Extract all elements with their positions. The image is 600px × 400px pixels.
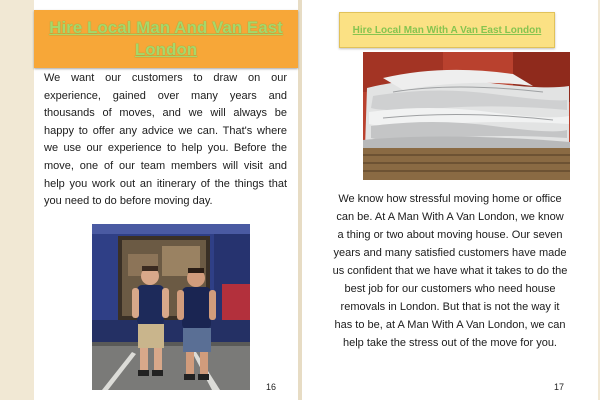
right-body-text: We know how stressful moving home or office can be. At A Man With A Van London, we know a thing or two about moving house. Our seven years and many satisfied customers have made us confident that we have what it takes to do the best job for our customers who need house removals in London. But that is not the way it has to be, at A Man With A Van London, we can help take the stress out of the move for you. — [332, 193, 568, 349]
packing-paper-photo — [363, 52, 570, 180]
right-heading-banner — [339, 12, 555, 48]
left-heading-banner — [34, 10, 298, 68]
left-heading: Hire Local Man And Van East London — [49, 18, 283, 59]
left-page-number: 16 — [266, 382, 277, 392]
right-page-number: 17 — [554, 382, 565, 392]
right-heading: Hire Local Man With A Van East London — [352, 24, 542, 36]
right-page — [302, 0, 598, 400]
left-body-text: We want our customers to draw on our experience, gained over many years and thousands of moves, and we will always be happy to offer any advice we can. That's where we use our experience to help you. Before the move, one of our team members will visit and help you work out an itinerary of the things that you need to do before moving day. — [44, 72, 287, 208]
movers-photo — [92, 224, 250, 390]
left-page — [34, 0, 298, 400]
